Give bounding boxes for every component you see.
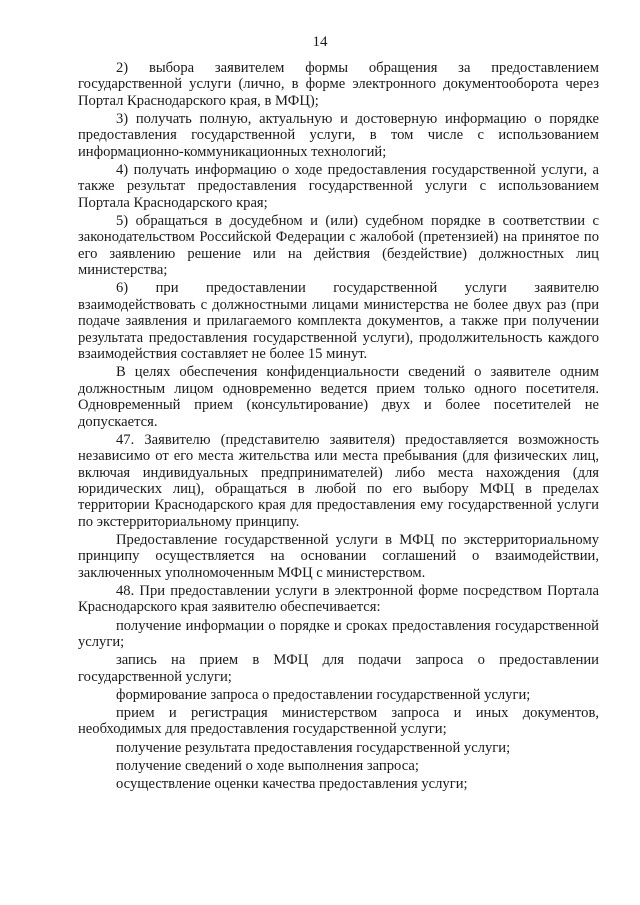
paragraph-list-registration: прием и регистрация министерством запроса и иных документов, необходимых для предоставления государственной услуги;: [78, 705, 599, 738]
paragraph-item-6: 6) при предоставлении государственной услуги заявителю взаимодействовать с должностными лицами министерства не более двух раз (при подаче заявления и прилагаемого комплекта документов, а также при получении результата предоставления государственной услуги), продолжительность каждого взаимодействия составляет не более 15 минут.: [78, 280, 599, 363]
paragraph-list-info: получение информации о порядке и сроках предоставления государственной услуги;: [78, 617, 599, 650]
paragraph-list-status: получение сведений о ходе выполнения запроса;: [116, 757, 419, 774]
paragraph-confidentiality: В целях обеспечения конфиденциальности сведений о заявителе одним должностным лицом одновременно ведется прием только одного посетителя. Одновременный прием (консультирование) двух и более посетителей не допускается.: [78, 364, 599, 430]
paragraph-extraterritorial: Предоставление государственной услуги в МФЦ по экстерриториальному принципу осуществляется на основании соглашений о взаимодействии, заключенных уполномоченным МФЦ с министерством.: [78, 531, 599, 581]
document-body: [78, 60, 599, 794]
paragraph-list-appointment: запись на прием в МФЦ для подачи запроса о предоставлении государственной услуги;: [78, 652, 599, 685]
paragraph-clause-47: 47. Заявителю (представителю заявителя) предоставляется возможность независимо от его места жительства или места пребывания (для физических лиц, включая индивидуальных предпринимателей) либо места нахождения (для юридических лиц), обращаться в любой по его выбору МФЦ в пределах территории Краснодарского края для предоставления ему государственной услуги по экстерриториальному принципу.: [78, 431, 599, 530]
paragraph-item-4: 4) получать информацию о ходе предоставления государственной услуги, а также результат предоставления государственной услуги с использованием Портала Краснодарского края;: [78, 162, 599, 211]
paragraph-item-5: 5) обращаться в досудебном и (или) судебном порядке в соответствии с законодательством Российской Федерации с жалобой (претензией) на принятое по его заявлению решение или на действия (бездействие) должностных лиц министерства;: [78, 213, 599, 279]
paragraph-item-2: 2) выбора заявителем формы обращения за предоставлением государственной услуги (лично, в форме электронного документооборота через Портал Краснодарского края, в МФЦ);: [78, 60, 599, 109]
paragraph-list-request-forming: формирование запроса о предоставлении государственной услуги;: [116, 686, 531, 703]
paragraph-clause-48: 48. При предоставлении услуги в электронной форме посредством Портала Краснодарского края заявителю обеспечивается:: [78, 582, 599, 616]
paragraph-list-result: получение результата предоставления государственной услуги;: [116, 739, 511, 756]
paragraph-list-quality: осуществление оценки качества предоставления услуги;: [116, 776, 468, 793]
page-number: 14: [312, 34, 328, 50]
paragraph-item-3: 3) получать полную, актуальную и достоверную информацию о порядке предоставления государственной услуги, в том числе с использованием информационно-коммуникационных технологий;: [78, 111, 599, 160]
